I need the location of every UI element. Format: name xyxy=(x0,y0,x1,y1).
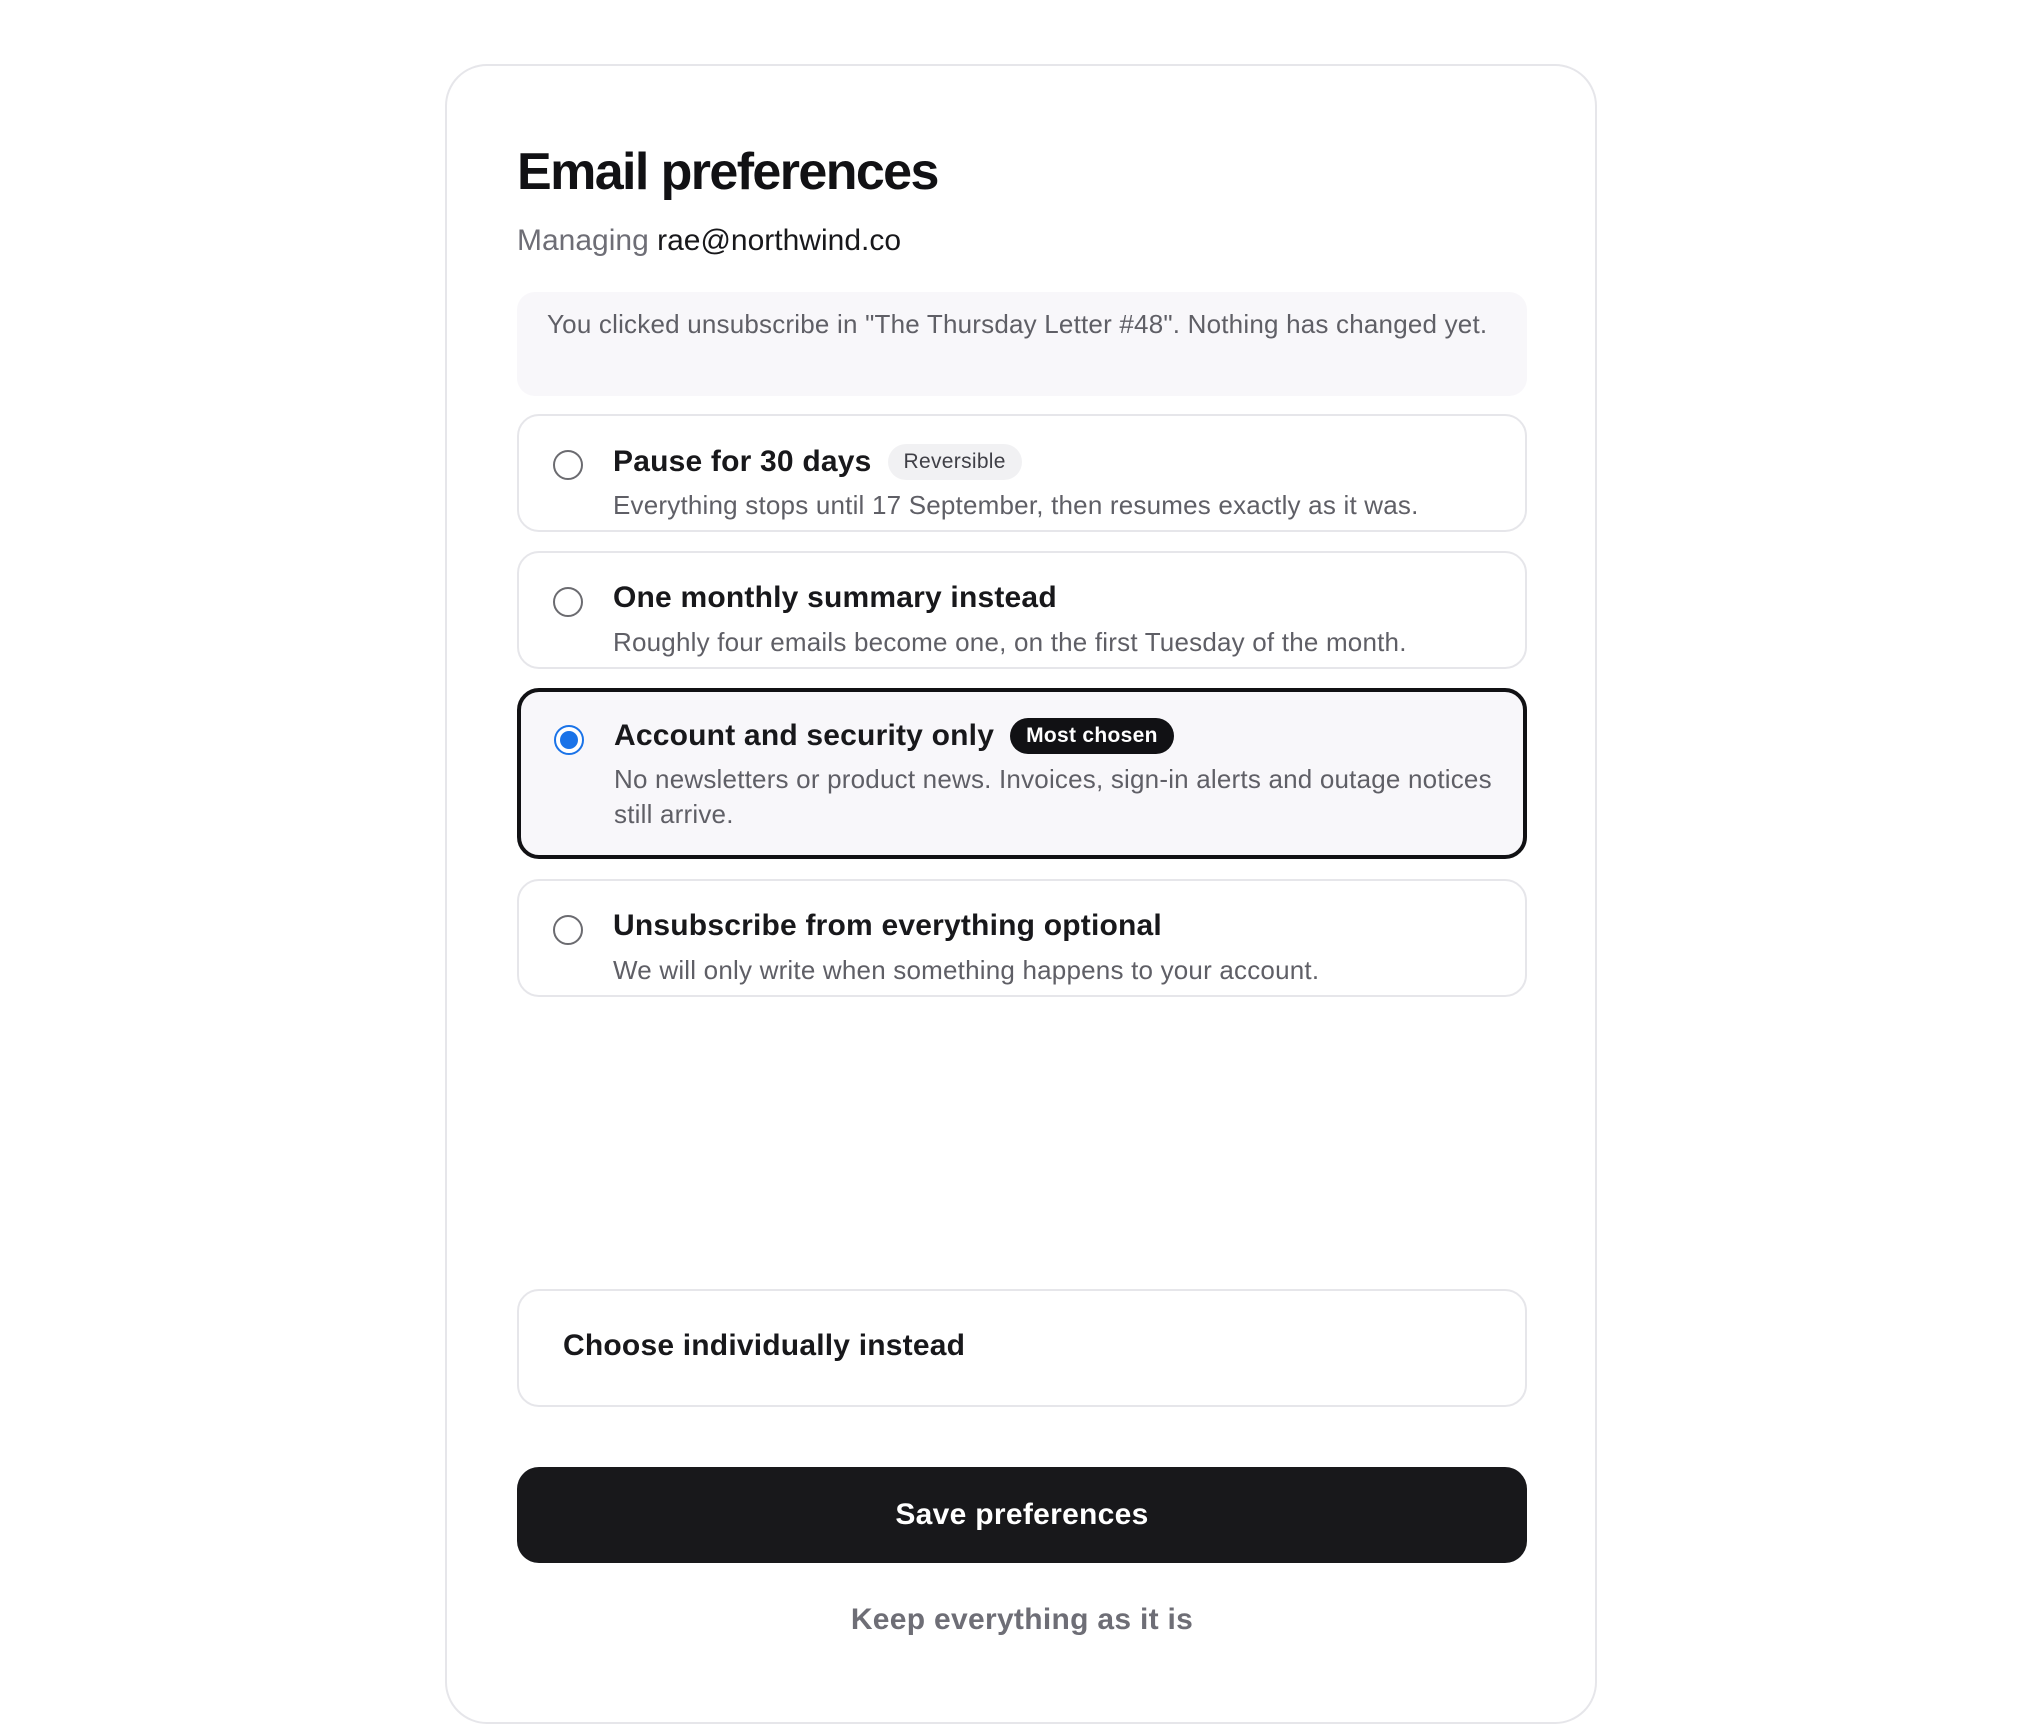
option-description: We will only write when something happens to your account. xyxy=(613,955,1320,985)
keep-everything-link[interactable]: Keep everything as it is xyxy=(850,1603,1194,1636)
managing-line xyxy=(517,224,901,258)
option-description: Everything stops until 17 September, then resumes exactly as it was. xyxy=(613,490,1419,520)
radio-unsubscribe-everything[interactable] xyxy=(553,915,583,945)
option-title: Account and security only xyxy=(614,719,995,752)
radio-monthly-summary[interactable] xyxy=(553,587,583,617)
preferences-card xyxy=(445,64,1597,1724)
option-unsubscribe-everything[interactable] xyxy=(517,879,1527,997)
option-description: No newsletters or product news. Invoices, sign-in alerts and outage notices still arrive. xyxy=(614,764,1492,829)
unsubscribe-notice: You clicked unsubscribe in "The Thursday Letter #48". Nothing has changed yet. xyxy=(517,292,1527,396)
page-title: Email preferences xyxy=(517,143,938,201)
option-header xyxy=(613,581,1057,615)
radio-account-security-only[interactable] xyxy=(554,725,584,755)
radio-pause-30-days[interactable] xyxy=(553,450,583,480)
option-header xyxy=(614,718,1174,754)
option-title: One monthly summary instead xyxy=(613,581,1057,614)
most-chosen-badge: Most chosen xyxy=(1010,718,1174,754)
choose-individually-button[interactable] xyxy=(517,1289,1527,1407)
reversible-badge: Reversible xyxy=(888,444,1022,480)
option-monthly-summary[interactable] xyxy=(517,551,1527,669)
option-title: Pause for 30 days xyxy=(613,445,872,478)
option-header xyxy=(613,444,1022,480)
option-header xyxy=(613,909,1162,943)
account-email: rae@northwind.co xyxy=(657,224,902,257)
option-account-security-only[interactable] xyxy=(517,688,1527,859)
choose-individually-label: Choose individually instead xyxy=(563,1329,966,1362)
option-pause-30-days[interactable] xyxy=(517,414,1527,532)
managing-label: Managing xyxy=(517,224,649,257)
option-description: Roughly four emails become one, on the first Tuesday of the month. xyxy=(613,627,1407,657)
option-title: Unsubscribe from everything optional xyxy=(613,909,1162,942)
save-preferences-button[interactable]: Save preferences xyxy=(517,1467,1527,1563)
